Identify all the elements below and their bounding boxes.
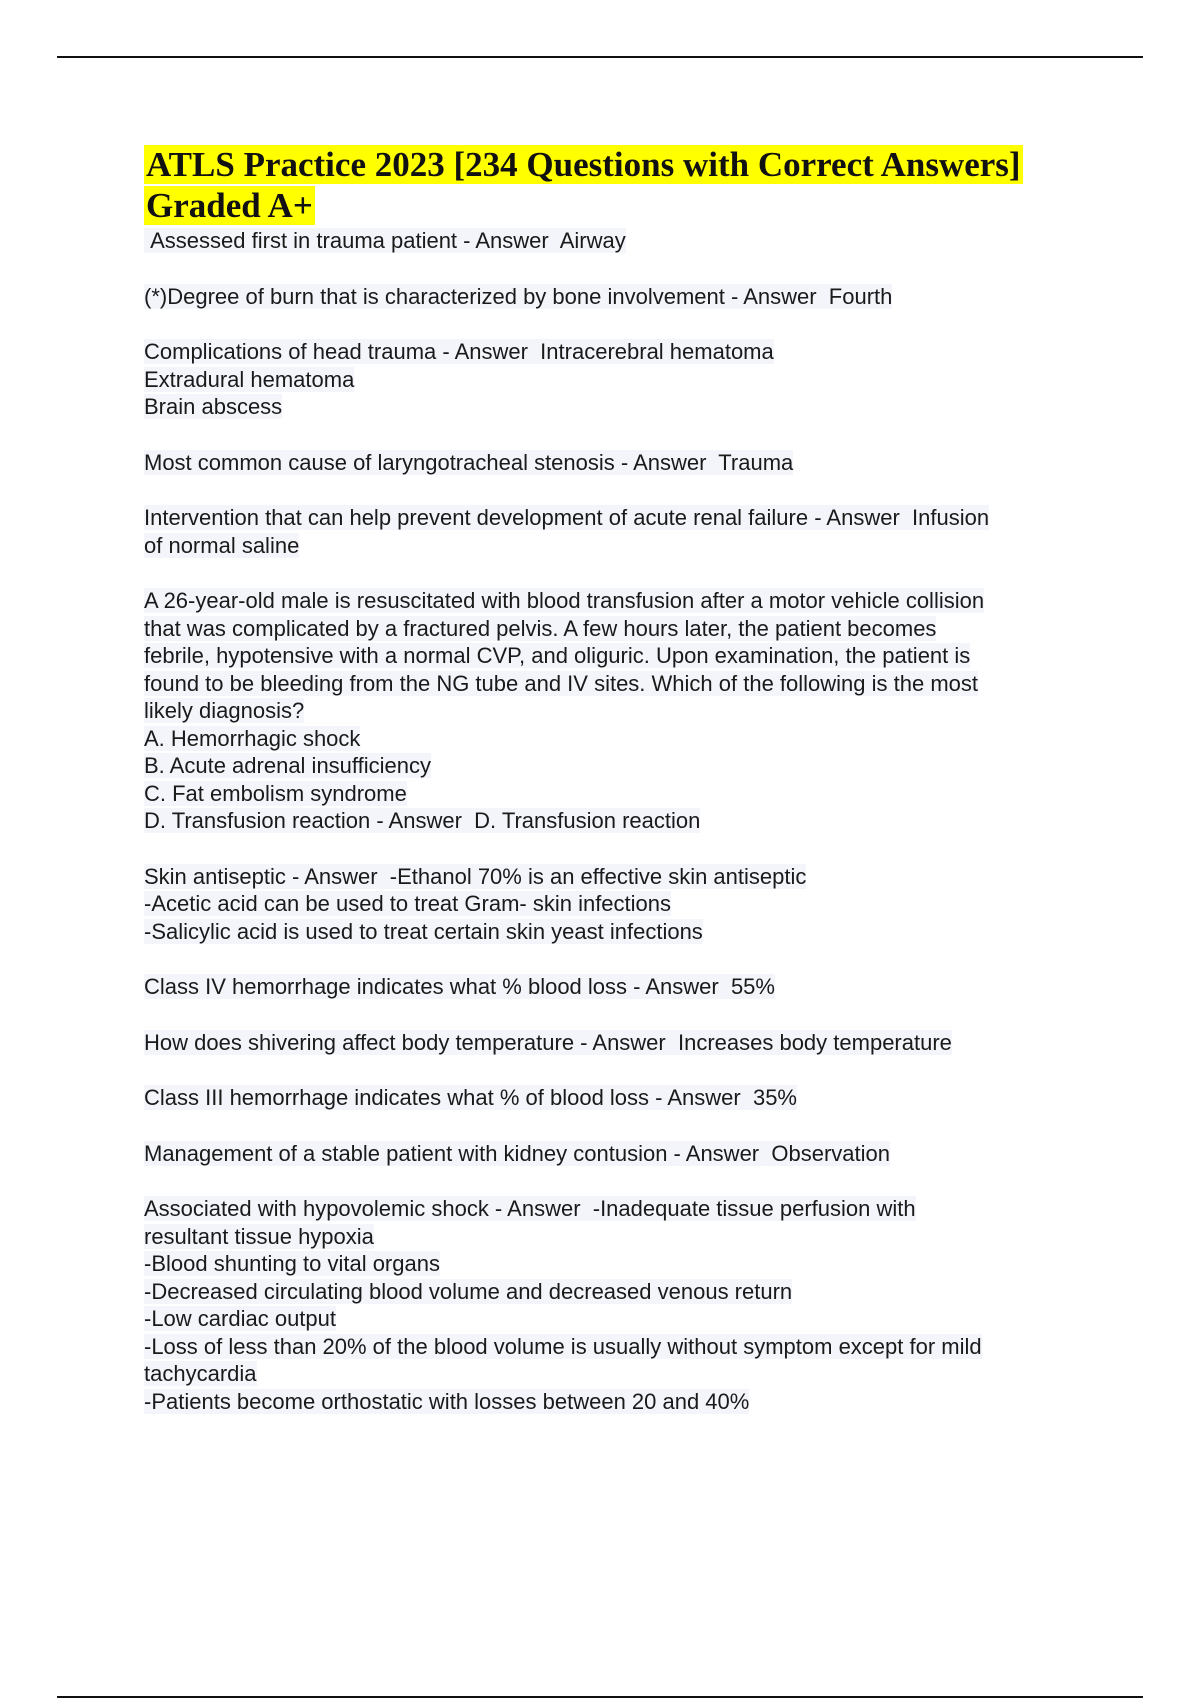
qa-line-text: Class III hemorrhage indicates what % of blood loss - Answer 35% [144, 1085, 797, 1110]
qa-line [144, 752, 1084, 780]
qa-line [144, 1360, 1084, 1388]
qa-line [144, 780, 1084, 808]
qa-line-text: found to be bleeding from the NG tube and IV sites. Which of the following is the most [144, 670, 979, 696]
qa-entry [144, 863, 1084, 946]
qa-line [144, 1140, 1084, 1168]
qa-line [144, 1333, 1084, 1361]
qa-line-text: C. Fat embolism syndrome [144, 780, 407, 806]
qa-entry [144, 1084, 1084, 1112]
qa-entry [144, 1195, 1084, 1415]
qa-line-text: A. Hemorrhagic shock [144, 725, 361, 751]
qa-line-text: likely diagnosis? [144, 698, 305, 723]
qa-line-text: Brain abscess [144, 394, 283, 419]
qa-entry [144, 504, 1084, 559]
qa-line-text: Class IV hemorrhage indicates what % blood loss - Answer 55% [144, 974, 775, 999]
qa-line-text: that was complicated by a fractured pelvis. A few hours later, the patient becomes [144, 615, 937, 641]
document-title [144, 144, 1084, 226]
qa-line [144, 449, 1084, 477]
qa-list [144, 227, 1084, 1415]
qa-line [144, 642, 1084, 670]
qa-line [144, 697, 1084, 725]
qa-line [144, 1029, 1084, 1057]
qa-line [144, 890, 1084, 918]
qa-line-text: -Decreased circulating blood volume and decreased venous return [144, 1278, 793, 1304]
qa-line-text: Complications of head trauma - Answer Intracerebral hematoma [144, 339, 774, 364]
qa-entry [144, 973, 1084, 1001]
qa-line-text: D. Transfusion reaction - Answer D. Transfusion reaction [144, 808, 701, 833]
qa-line-text: -Loss of less than 20% of the blood volume is usually without symptom except for mild [144, 1333, 982, 1359]
qa-line-text: A 26-year-old male is resuscitated with blood transfusion after a motor vehicle collision [144, 588, 985, 613]
qa-line [144, 366, 1084, 394]
qa-line [144, 1223, 1084, 1251]
qa-line-text: Assessed first in trauma patient - Answer Airway [144, 228, 626, 253]
qa-line-text: of normal saline [144, 532, 300, 558]
qa-line-text: (*)Degree of burn that is characterized by bone involvement - Answer Fourth [144, 283, 893, 309]
qa-line [144, 227, 1084, 255]
qa-line-text: Most common cause of laryngotracheal stenosis - Answer Trauma [144, 449, 794, 475]
qa-line-text: Associated with hypovolemic shock - Answer -Inadequate tissue perfusion with [144, 1196, 916, 1221]
qa-line [144, 1084, 1084, 1112]
top-rule [57, 56, 1143, 58]
qa-entry [144, 1140, 1084, 1168]
qa-line-text: tachycardia [144, 1361, 257, 1386]
qa-line [144, 587, 1084, 615]
bottom-rule [57, 1696, 1143, 1698]
qa-line-text: B. Acute adrenal insufficiency [144, 753, 431, 778]
qa-line-text: resultant tissue hypoxia [144, 1223, 374, 1249]
qa-line [144, 1250, 1084, 1278]
qa-line-text: febrile, hypotensive with a normal CVP, and oliguric. Upon examination, the patient is [144, 643, 971, 668]
qa-line [144, 670, 1084, 698]
qa-entry [144, 1029, 1084, 1057]
qa-line [144, 1278, 1084, 1306]
qa-entry [144, 227, 1084, 255]
qa-line [144, 725, 1084, 753]
qa-line-text: -Low cardiac output [144, 1306, 336, 1331]
qa-line-text: -Salicylic acid is used to treat certain skin yeast infections [144, 918, 703, 944]
qa-line [144, 863, 1084, 891]
qa-line-text: How does shivering affect body temperature - Answer Increases body temperature [144, 1029, 952, 1055]
qa-line [144, 918, 1084, 946]
qa-line-text: -Patients become orthostatic with losses between 20 and 40% [144, 1388, 750, 1414]
qa-line [144, 393, 1084, 421]
qa-entry [144, 283, 1084, 311]
qa-entry [144, 449, 1084, 477]
title-text: ATLS Practice 2023 [234 Questions with Correct Answers] Graded A+ [146, 145, 1021, 225]
qa-line-text: Extradural hematoma [144, 366, 355, 392]
qa-line [144, 338, 1084, 366]
qa-line [144, 615, 1084, 643]
qa-entry [144, 587, 1084, 835]
qa-line [144, 807, 1084, 835]
qa-line-text: -Blood shunting to vital organs [144, 1251, 440, 1276]
qa-line [144, 504, 1084, 532]
qa-line-text: Intervention that can help prevent development of acute renal failure - Answer Infusion [144, 505, 990, 530]
qa-line [144, 973, 1084, 1001]
qa-line [144, 532, 1084, 560]
qa-line-text: Management of a stable patient with kidney contusion - Answer Observation [144, 1140, 890, 1166]
qa-line [144, 283, 1084, 311]
qa-line [144, 1388, 1084, 1416]
qa-line-text: Skin antiseptic - Answer -Ethanol 70% is an effective skin antiseptic [144, 863, 807, 889]
qa-line [144, 1305, 1084, 1333]
document-body [144, 144, 1084, 1443]
qa-line-text: -Acetic acid can be used to treat Gram- skin infections [144, 891, 672, 916]
qa-entry [144, 338, 1084, 421]
qa-line [144, 1195, 1084, 1223]
